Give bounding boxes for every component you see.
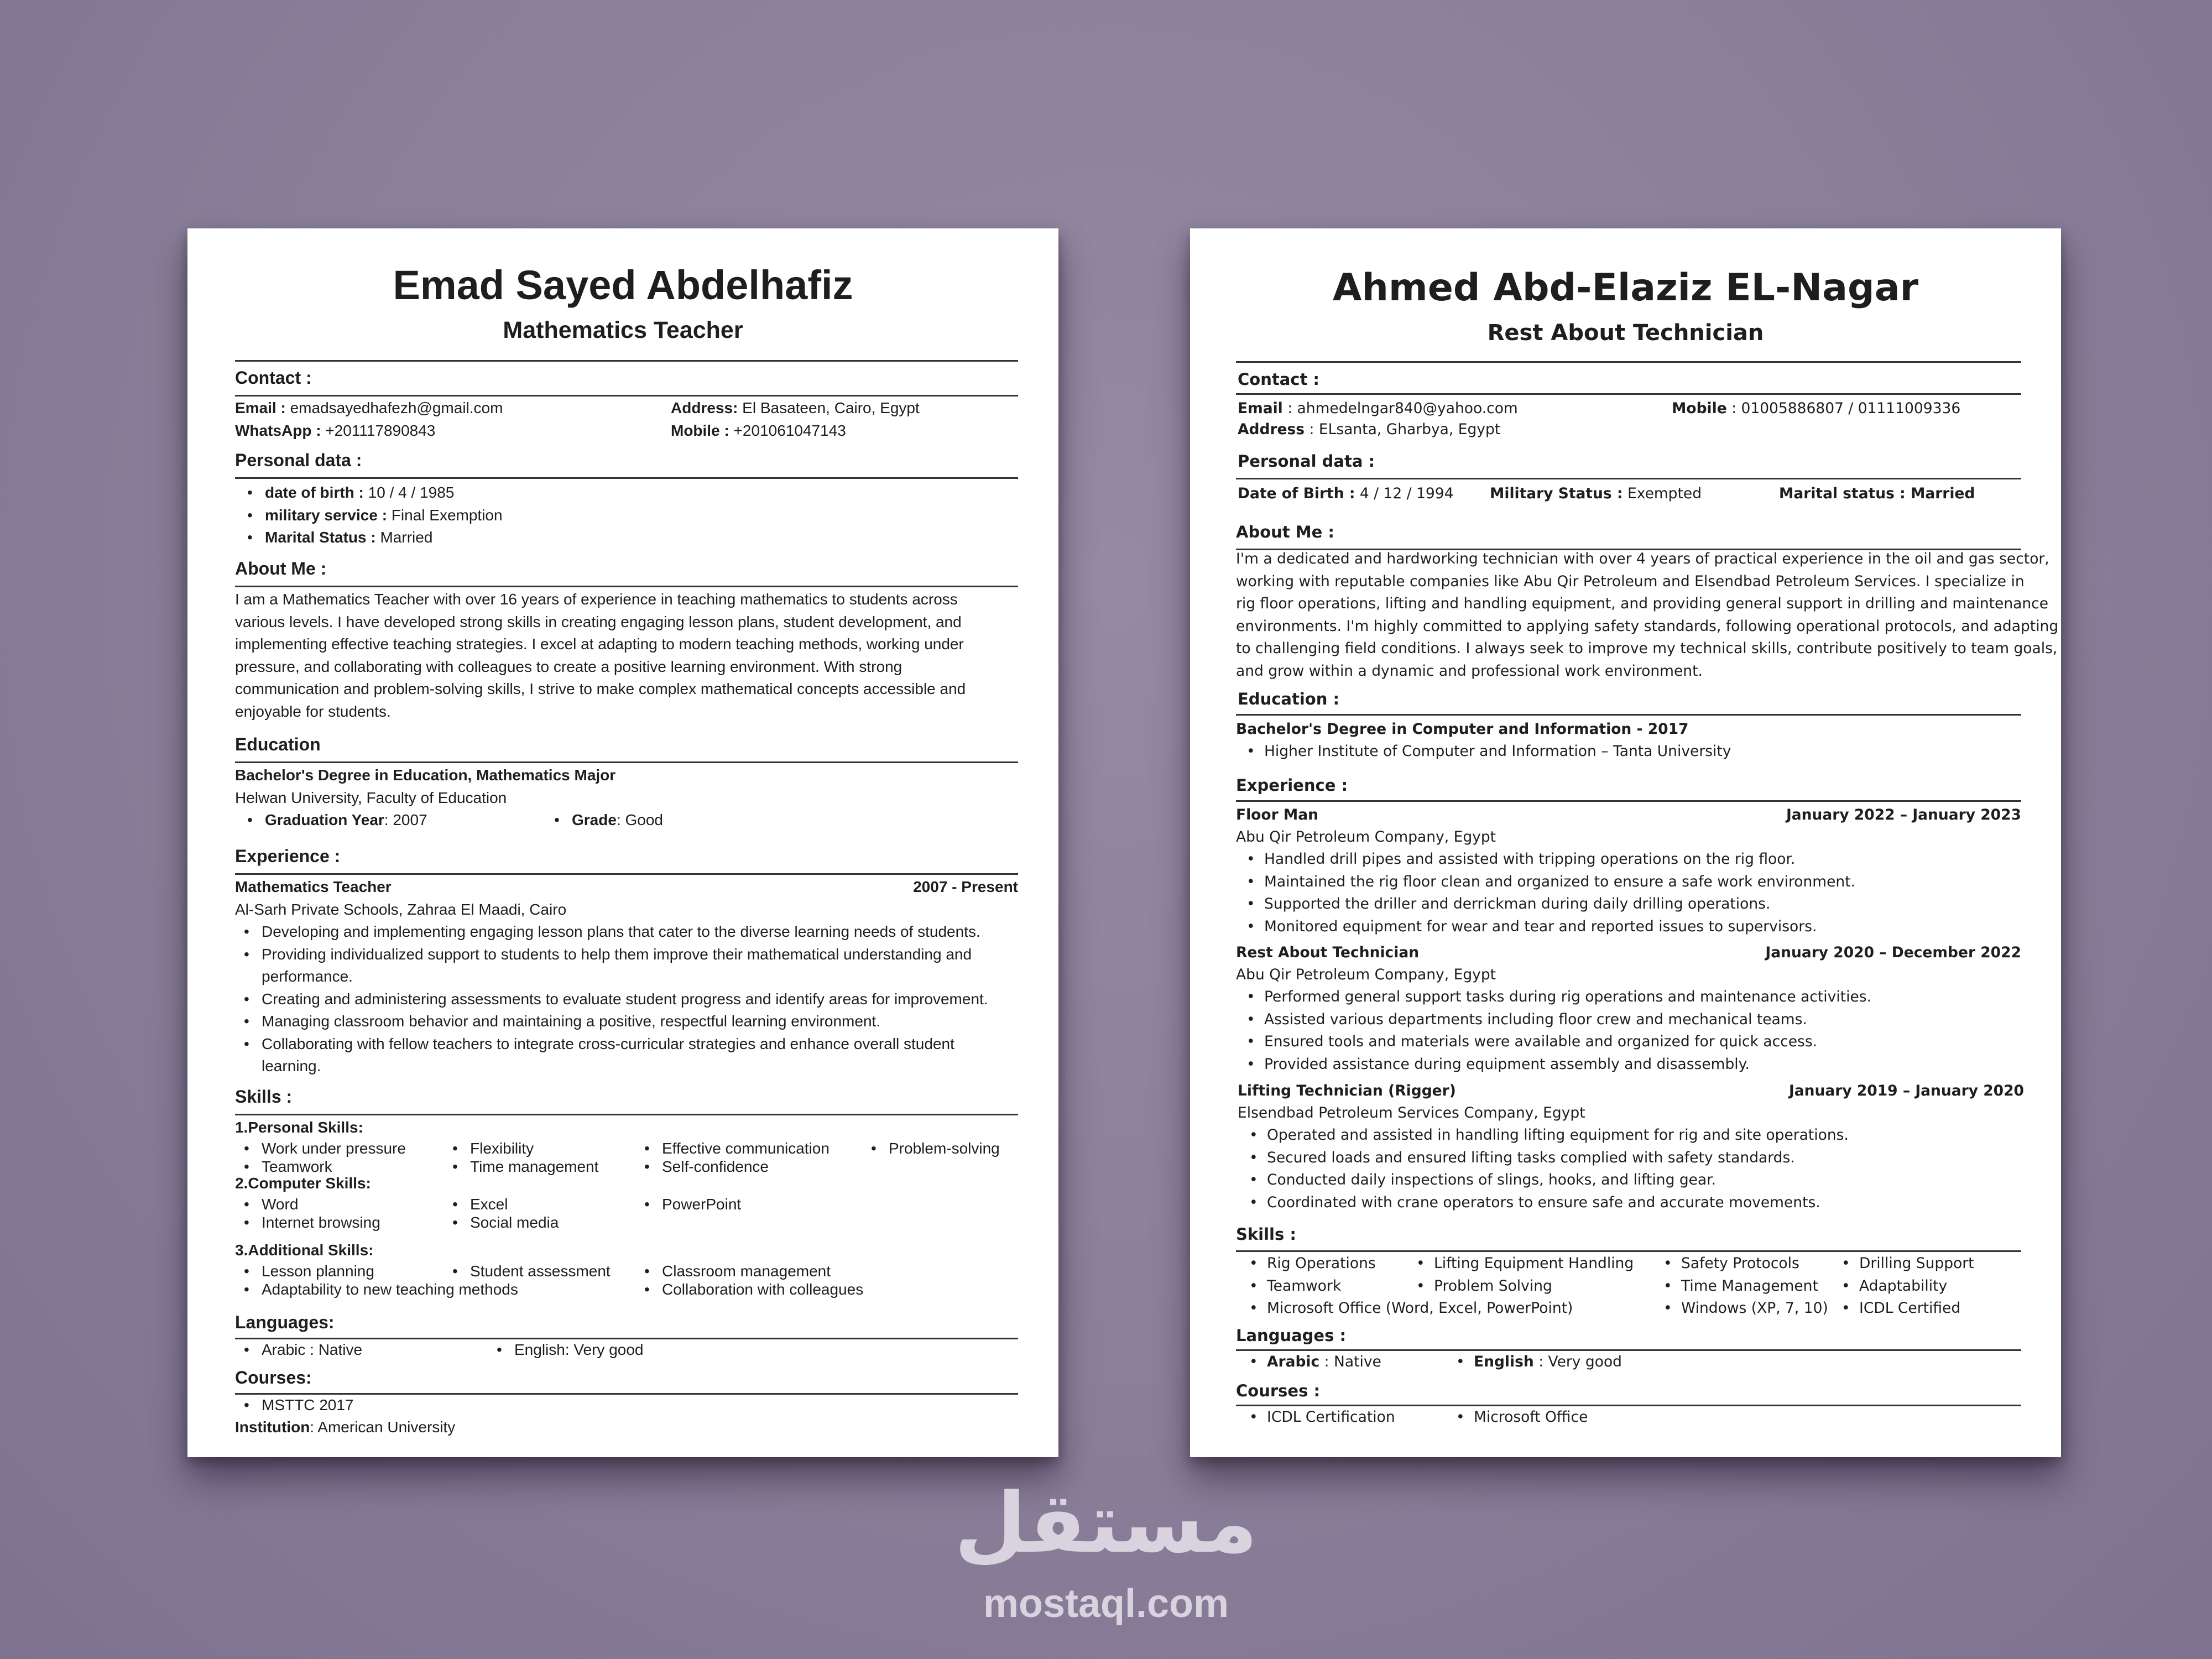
personal-list (265, 482, 503, 549)
email-row: Email : ahmedelngar840@yahoo.com (1238, 400, 1518, 417)
address-row (671, 397, 920, 420)
job-bullets (1264, 986, 1871, 1076)
email-label: Email : (235, 399, 286, 416)
list-item: • Secured loads and ensured lifting tasks complied with safety standards. (1267, 1147, 1849, 1170)
job-company: Abu Qir Petroleum Company, Egypt (1236, 828, 1496, 846)
list-item: • Microsoft Office (Word, Excel, PowerPoint) (1267, 1297, 1573, 1320)
list-item: • Effective communication (662, 1139, 830, 1157)
divider (235, 477, 1018, 479)
mobile-value: +201061047143 (733, 422, 846, 439)
list-item: • ICDL Certification (1267, 1406, 1395, 1429)
list-item: • PowerPoint (662, 1195, 741, 1213)
marital-row: Marital status : Married (1779, 485, 1975, 502)
list-item: • Coordinated with crane operators to ensure safe and accurate movements. (1267, 1192, 1849, 1214)
mobile-row (671, 420, 846, 442)
divider (235, 586, 1018, 587)
list-item: • Handled drill pipes and assisted with tripping operations on the rig floor. (1264, 848, 1855, 871)
list-item: • Time Management (1681, 1275, 1828, 1298)
list-item: • Word (262, 1195, 380, 1213)
list-item: learning. (262, 1057, 321, 1074)
list-item: • Lesson planning (262, 1262, 518, 1280)
list-item: • Teamwork (262, 1157, 406, 1176)
list-item: • Flexibility (470, 1139, 598, 1157)
about-heading: About Me : (235, 559, 327, 578)
list-item: • Developing and implementing engaging lesson plans that cater to the diverse learning needs of students. (262, 921, 988, 943)
divider (1236, 1250, 2021, 1252)
mobile-label: Mobile : (671, 422, 729, 439)
computer-skills-heading: 2.Computer Skills: (235, 1175, 371, 1192)
watermark-url: mostaql.com (983, 1582, 1229, 1626)
skills-col (662, 1195, 741, 1213)
address-value: El Basateen, Cairo, Egypt (742, 399, 920, 416)
list-item: • Time management (470, 1157, 598, 1176)
list-item: • Ensured tools and materials were available and organized for quick access. (1264, 1031, 1871, 1053)
list-item: • Supported the driller and derrickman during daily drilling operations. (1264, 893, 1855, 916)
list-item: • Marital Status : Married (265, 526, 503, 549)
list-item: • English: Very good (514, 1339, 644, 1361)
list-item: • Microsoft Office (1474, 1406, 1588, 1429)
job-bullets (1267, 1124, 1849, 1214)
list-item: • English : Very good (1474, 1351, 1622, 1374)
watermark-logo: مستقل (954, 1475, 1258, 1572)
university: Helwan University, Faculty of Education (235, 789, 507, 806)
list-item: • Provided assistance during equipment assembly and disassembly. (1264, 1053, 1871, 1076)
list-item: • Monitored equipment for wear and tear and reported issues to supervisors. (1264, 916, 1855, 938)
about-text: I am a Mathematics Teacher with over 16 years of experience in teaching mathematics to students across various levels. I have developed strong skills in creating engaging lesson plans, student development, and implementing effective teaching strategies. I excel at adapting to modern teaching methods, working under pressure, and collaborating with colleagues to create a positive learning environment. With strong communication and problem-solving skills, I strive to make complex mathematical concepts accessible and enjoyable for students. (235, 591, 966, 720)
list-item: • Grade: Good (572, 809, 663, 832)
contact-heading: Contact : (235, 368, 312, 388)
list-item: • Problem Solving (1434, 1275, 1634, 1298)
list-item: • Providing individualized support to students to help them improve their mathematical understanding and (262, 943, 988, 966)
list-item: • Adaptability to new teaching methods (262, 1280, 518, 1298)
job-title: Rest About Technician (1236, 944, 1420, 961)
list-item: • Operated and assisted in handling lifting equipment for rig and site operations. (1267, 1124, 1849, 1147)
list-item: • Problem-solving (889, 1139, 1000, 1157)
contact-heading: Contact : (1238, 370, 1320, 389)
whatsapp-row (235, 420, 435, 442)
degree: Bachelor's Degree in Education, Mathematics Major (235, 766, 616, 784)
list-item: • military service : Final Exemption (265, 504, 503, 527)
skills-col (470, 1139, 598, 1176)
address-label: Address: (671, 399, 738, 416)
resume-title: Mathematics Teacher (503, 317, 743, 343)
divider (235, 1114, 1018, 1115)
education-details (265, 809, 427, 832)
address-row: Address : ELsanta, Gharbya, Egypt (1238, 421, 1501, 438)
courses-list (1474, 1406, 1588, 1429)
languages-heading: Languages: (235, 1312, 335, 1332)
list-item: • Arabic : Native (262, 1339, 362, 1361)
resume-title: Rest About Technician (1487, 320, 1764, 346)
job-dates: January 2019 – January 2020 (1788, 1082, 2024, 1099)
skills-heading: Skills : (1236, 1225, 1296, 1244)
languages-list (262, 1339, 362, 1361)
list-item: • Windows (XP, 7, 10) (1681, 1297, 1828, 1320)
skills-col (470, 1195, 559, 1232)
education-details (1264, 740, 1731, 763)
experience-heading: Experience : (235, 846, 341, 866)
job-dates: January 2020 – December 2022 (1765, 944, 2021, 961)
degree: Bachelor's Degree in Computer and Information - 2017 (1236, 721, 1689, 738)
list-item: • date of birth : 10 / 4 / 1985 (265, 482, 503, 504)
skills-col (889, 1139, 1000, 1157)
resume-name: Emad Sayed Abdelhafiz (393, 262, 853, 308)
job-title: Lifting Technician (Rigger) (1238, 1082, 1456, 1099)
courses-list (262, 1394, 354, 1417)
courses-list (1267, 1406, 1395, 1429)
skills-col (1681, 1253, 1828, 1320)
list-item: • Classroom management (662, 1262, 863, 1280)
mobile-row: Mobile : 01005886807 / 01111009336 (1672, 400, 1961, 417)
divider (235, 761, 1018, 763)
list-item: • Rig Operations (1267, 1253, 1573, 1275)
languages-list (1474, 1351, 1622, 1374)
list-item: • Collaboration with colleagues (662, 1280, 863, 1298)
job-bullets (262, 921, 988, 1078)
skills-col (1434, 1253, 1634, 1297)
about-heading: About Me : (1236, 523, 1334, 541)
personal-skills-heading: 1.Personal Skills: (235, 1119, 363, 1136)
job-dates: 2007 - Present (913, 878, 1018, 895)
divider (235, 873, 1018, 875)
email-value: emadsayedhafezh@gmail.com (290, 399, 503, 416)
dob-row: Date of Birth : 4 / 12 / 1994 (1238, 485, 1454, 502)
skills-col (1859, 1253, 1974, 1320)
list-item: • Maintained the rig floor clean and organized to ensure a safe work environment. (1264, 871, 1855, 894)
job-title: Floor Man (1236, 806, 1319, 823)
job-company: Abu Qir Petroleum Company, Egypt (1236, 966, 1496, 983)
military-row: Military Status : Exempted (1490, 485, 1702, 502)
education-heading: Education (235, 734, 321, 754)
divider (1236, 800, 2021, 802)
skills-col (262, 1195, 380, 1232)
about-text: I'm a dedicated and hardworking technician with over 4 years of practical experience in the oil and gas sector, working with reputable companies like Abu Qir Petroleum and Elsendbad Petroleum Services. I specialize in rig floor operations, lifting and handling equipment, and providing general support in drilling and maintenance environments. I'm highly committed to applying safety standards, following operational protocols, and adapting to challenging field conditions. I always seek to improve my technical skills, contribute positively to team goals, and grow within a dynamic and professional work environment. (1236, 550, 2059, 680)
divider (235, 395, 1018, 397)
skills-col (662, 1262, 863, 1298)
job-title: Mathematics Teacher (235, 878, 392, 895)
list-item: • Social media (470, 1213, 559, 1232)
job-bullets (1264, 848, 1855, 938)
list-item: performance. (262, 968, 353, 985)
resume-page-1 (187, 228, 1058, 1457)
languages-heading: Languages : (1236, 1326, 1347, 1345)
list-item: • Drilling Support (1859, 1253, 1974, 1275)
list-item: • Adaptability (1859, 1275, 1974, 1298)
skills-col (470, 1262, 611, 1280)
list-item: • Assisted various departments including floor crew and mechanical teams. (1264, 1009, 1871, 1031)
list-item: • Self-confidence (662, 1157, 830, 1176)
job-company: Al-Sarh Private Schools, Zahraa El Maadi, Cairo (235, 901, 567, 918)
divider (1236, 361, 2021, 363)
divider (1236, 714, 2021, 716)
list-item: • Safety Protocols (1681, 1253, 1828, 1275)
list-item: • ICDL Certified (1859, 1297, 1974, 1320)
divider (235, 360, 1018, 362)
list-item: • Performed general support tasks during rig operations and maintenance activities. (1264, 986, 1871, 1009)
languages-list (1267, 1351, 1381, 1374)
education-heading: Education : (1238, 690, 1340, 708)
list-item: • Graduation Year: 2007 (265, 809, 427, 832)
resume-page-2 (1190, 228, 2061, 1457)
list-item: • MSTTC 2017 (262, 1394, 354, 1417)
email-row (235, 397, 503, 420)
skills-heading: Skills : (235, 1087, 293, 1107)
institution-row: Institution: American University (235, 1418, 456, 1436)
courses-heading: Courses: (235, 1368, 312, 1387)
list-item: • Excel (470, 1195, 559, 1213)
list-item: • Higher Institute of Computer and Information – Tanta University (1264, 740, 1731, 763)
job-company: Elsendbad Petroleum Services Company, Egypt (1238, 1104, 1585, 1121)
personal-heading: Personal data : (235, 450, 362, 470)
experience-heading: Experience : (1236, 776, 1348, 795)
list-item: • Internet browsing (262, 1213, 380, 1232)
list-item: • Managing classroom behavior and maintaining a positive, respectful learning environment. (262, 1010, 988, 1033)
additional-skills-heading: 3.Additional Skills: (235, 1241, 374, 1259)
list-item: • Teamwork (1267, 1275, 1573, 1298)
list-item: • Lifting Equipment Handling (1434, 1253, 1634, 1275)
list-item: • Student assessment (470, 1262, 611, 1280)
list-item: • Conducted daily inspections of slings, hooks, and lifting gear. (1267, 1169, 1849, 1192)
courses-heading: Courses : (1236, 1381, 1321, 1400)
divider (1236, 478, 2021, 479)
education-grade (572, 809, 663, 832)
list-item: • Collaborating with fellow teachers to integrate cross-curricular strategies and enhance overall student (262, 1033, 988, 1056)
personal-heading: Personal data : (1238, 452, 1375, 471)
divider (1236, 393, 2021, 395)
languages-list (514, 1339, 644, 1361)
job-dates: January 2022 – January 2023 (1786, 806, 2021, 823)
resume-name: Ahmed Abd-Elaziz EL-Nagar (1332, 266, 1919, 310)
list-item: • Work under pressure (262, 1139, 406, 1157)
skills-col (262, 1139, 406, 1176)
whatsapp-label: WhatsApp : (235, 422, 321, 439)
skills-col (662, 1139, 830, 1176)
list-item: • Creating and administering assessments to evaluate student progress and identify areas for improvement. (262, 988, 988, 1011)
list-item: • Arabic : Native (1267, 1351, 1381, 1374)
whatsapp-value: +201117890843 (325, 422, 436, 439)
